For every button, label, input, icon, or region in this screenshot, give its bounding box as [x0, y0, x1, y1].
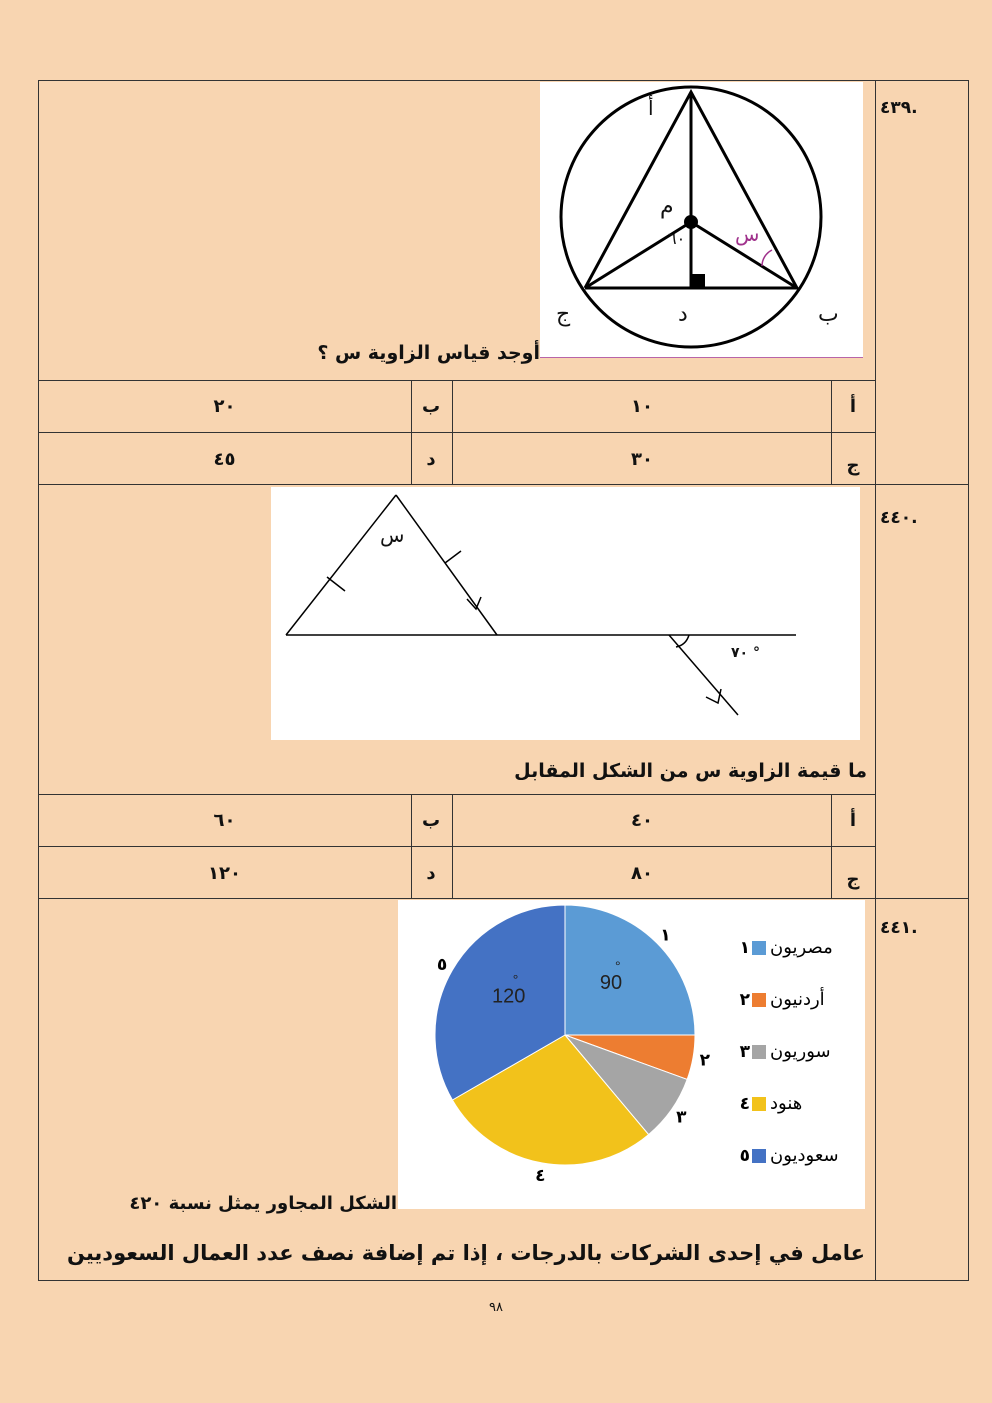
q439-options-top: [38, 380, 875, 381]
q440-options-mid: [38, 846, 875, 847]
q441-pie-chart: [398, 900, 865, 1209]
q440-bottom: [38, 898, 969, 899]
q439-figure: [540, 82, 863, 358]
q441-prompt-line2: عامل في إحدى الشركات بالدرجات ، إذا تم إضافة نصف عدد العمال السعوديين: [66, 1241, 865, 1265]
q440-option-d-value[interactable]: ١٢٠: [208, 863, 241, 884]
legend-number: ١: [739, 938, 750, 958]
slice-data-label: 120: [492, 985, 526, 1008]
legend-swatch: [752, 1097, 766, 1111]
q441-prompt-line1: الشكل المجاور يمثل نسبة ٤٢٠: [129, 1193, 397, 1214]
label-60: ٦٠: [668, 229, 686, 248]
slice-number-3: ٣: [676, 1107, 687, 1128]
pie-slice-egyptians: [565, 905, 695, 1035]
slice-data-label: 90: [599, 972, 623, 995]
label-j: ج: [556, 302, 571, 327]
legend-label: سعوديون: [770, 1145, 839, 1166]
slice-number-1: ١: [660, 925, 671, 946]
label-m: م: [660, 194, 674, 219]
q441-number: .٤٤١: [880, 918, 918, 938]
q439-option-d-value[interactable]: ٤٥: [213, 449, 236, 470]
q439-number: .٤٣٩: [880, 98, 918, 118]
slice-number-4: ٤: [535, 1165, 546, 1186]
legend-number: ٢: [739, 990, 750, 1010]
q440-number: .٤٤٠: [880, 508, 918, 528]
q439-options-mid: [38, 432, 875, 433]
q440-option-a-letter: أ: [849, 810, 857, 831]
q440-prompt: ما قيمة الزاوية س من الشكل المقابل: [514, 760, 867, 782]
label-x2: س: [380, 523, 405, 547]
legend-number: ٤: [739, 1094, 750, 1114]
legend-swatch: [752, 993, 766, 1007]
legend-swatch: [752, 1045, 766, 1059]
pie-svg: [398, 900, 865, 1209]
legend-swatch: [752, 941, 766, 955]
legend-number: ٣: [739, 1042, 750, 1062]
q439-option-a-letter: أ: [849, 396, 857, 417]
legend-number: ٥: [739, 1146, 750, 1166]
label-a: أ: [648, 96, 654, 120]
degree-mark: °: [512, 971, 519, 988]
page-number: ٩٨: [489, 1300, 503, 1315]
legend-label: أردنيون: [770, 989, 825, 1010]
q439-option-c-value[interactable]: ٣٠: [631, 449, 653, 470]
q439-divider-3: [831, 380, 832, 484]
degree-mark: °: [614, 958, 621, 975]
q440-option-a-value[interactable]: ٤٠: [631, 810, 653, 831]
q440-option-b-value[interactable]: ٦٠: [213, 810, 236, 831]
q439-option-a-value[interactable]: ١٠: [631, 396, 653, 417]
q439-bottom: [38, 484, 969, 485]
number-column-divider: [875, 80, 876, 1281]
label-b: ب: [818, 302, 839, 327]
legend-label: هنود: [770, 1093, 803, 1114]
q440-option-d-letter: د: [426, 863, 436, 884]
q439-option-c-letter: ج: [846, 455, 860, 476]
q439-option-d-letter: د: [426, 449, 436, 470]
legend-swatch: [752, 1149, 766, 1163]
q440-figure: [271, 487, 860, 740]
q439-option-b-letter: ب: [421, 396, 441, 417]
slice-number-5: ٥: [436, 955, 448, 975]
q440-option-c-letter: ج: [846, 869, 860, 890]
slice-number-2: ٢: [699, 1050, 711, 1071]
q440-option-b-letter: ب: [421, 810, 441, 831]
q440-options-top: [38, 794, 875, 795]
legend-label: مصريون: [770, 937, 833, 958]
label-d: د: [678, 302, 688, 327]
label-x: س: [735, 222, 760, 246]
q440-option-c-value[interactable]: ٨٠: [631, 863, 653, 884]
label-70: ° ٧٠: [731, 645, 760, 661]
q439-option-b-value[interactable]: ٢٠: [213, 396, 236, 417]
legend-label: سوريون: [770, 1041, 831, 1062]
q439-prompt: أوجد قياس الزاوية س ؟: [317, 342, 540, 364]
q440-divider-3: [831, 794, 832, 898]
